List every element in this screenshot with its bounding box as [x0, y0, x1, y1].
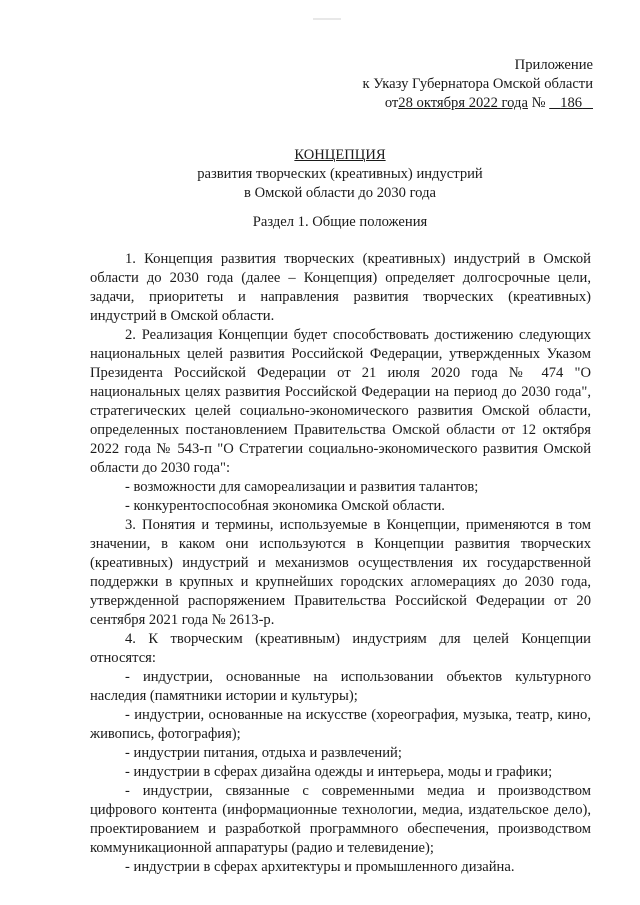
document-body: [90, 250, 591, 877]
title-main: КОНЦЕПЦИЯ: [294, 147, 386, 163]
scan-mark: [313, 18, 341, 20]
document-title: [90, 146, 590, 203]
list-item: - индустрии, основанные на использовании объектов культурного наследия (памятники истории и культуры);: [90, 669, 591, 704]
list-item: - индустрии, связанные с современными медиа и производством цифрового контента (информационные технологии, медиа, издательское дело), проектированием и разработкой программного обеспечения, производством коммуникационной аппаратуры (радио и телевидение);: [90, 783, 591, 856]
list-item: - индустрии в сферах дизайна одежды и интерьера, моды и графики;: [125, 764, 553, 780]
paragraph: 4. К творческим (креативным) индустриям для целей Концепции относятся:: [90, 631, 591, 666]
list-item: - возможности для самореализации и развития талантов;: [125, 479, 479, 495]
date-prefix: от: [384, 95, 399, 111]
decree-number: 186: [560, 95, 583, 111]
paragraph: 2. Реализация Концепции будет способствовать достижению следующих национальных целей развития Российской Федерации, утвержденных Указом Президента Российской Федерации от 21 июля 2020 года № 474 "О национальных целях развития Российской Федерации на период до 2030 года", стратегических целей социально-экономического развития Омской области, определенных постановлением Правительства Омской области от 12 октября 2022 года № 543-п "О Стратегии социально-экономического развития Омской области до 2030 года":: [90, 327, 591, 476]
list-item: - индустрии питания, отдыха и развлечений;: [125, 745, 402, 761]
section-heading: Раздел 1. Общие положения: [252, 214, 428, 230]
decree-date: 28 октября 2022 года: [398, 95, 528, 111]
number-prefix: №: [531, 95, 546, 111]
list-item: - индустрии, основанные на искусстве (хореография, музыка, театр, кино, живопись, фотография);: [90, 707, 591, 742]
title-sub-1: развития творческих (креативных) индустрий: [197, 166, 483, 182]
appendix-decree: к Указу Губернатора Омской области: [362, 76, 593, 92]
title-sub-2: в Омской области до 2030 года: [244, 185, 436, 201]
paragraph: 1. Концепция развития творческих (креативных) индустрий в Омской области до 2030 года (далее – Концепция) определяет долгосрочные цели, задачи, приоритеты и направления развития творческих (креативных) индустрий в Омской области.: [90, 251, 591, 324]
appendix-label: Приложение: [514, 57, 593, 73]
appendix-date-line: [363, 94, 593, 113]
appendix-header: [363, 56, 593, 113]
list-item: - конкурентоспособная экономика Омской области.: [125, 498, 445, 514]
list-item: - индустрии в сферах архитектуры и промышленного дизайна.: [125, 859, 515, 875]
paragraph: 3. Понятия и термины, используемые в Концепции, применяются в том значении, в каком они используются в Концепции развития творческих (креативных) индустрий и механизмов осуществления их государственной поддержки в крупных и крупнейших городских агломерациях до 2030 года, утвержденной распоряжением Правительства Российской Федерации от 20 сентября 2021 года № 2613-р.: [90, 517, 591, 628]
